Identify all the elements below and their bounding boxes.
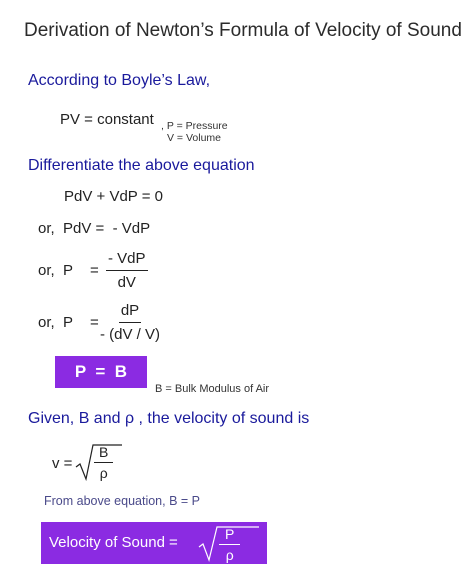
fraction-denominator: dV bbox=[117, 274, 136, 291]
fraction-numerator: dP bbox=[119, 302, 141, 323]
boyle-note-pressure: , P = Pressure bbox=[161, 120, 228, 132]
page-title: Derivation of Newton’s Formula of Velocity of Sound bbox=[24, 20, 462, 41]
fraction-numerator: - VdP bbox=[106, 250, 148, 271]
fraction-numerator: P bbox=[219, 526, 240, 545]
fraction-denominator: ρ bbox=[225, 547, 234, 563]
equation-1: PdV + VdP = 0 bbox=[64, 188, 163, 205]
equation-3-equals: = bbox=[90, 262, 99, 279]
velocity-lhs: v = bbox=[52, 455, 73, 472]
boyle-heading: According to Boyle’s Law, bbox=[28, 72, 211, 89]
velocity-note: From above equation, B = P bbox=[44, 494, 200, 508]
equation-3-lhs: or, P bbox=[38, 262, 74, 279]
boyle-equation: PV = constant bbox=[60, 111, 154, 128]
final-label: Velocity of Sound bbox=[49, 534, 165, 551]
equation-4-lhs: or, P bbox=[38, 314, 74, 331]
differentiate-heading: Differentiate the above equation bbox=[28, 157, 255, 174]
fraction-numerator: B bbox=[94, 444, 113, 463]
equation-4-fraction bbox=[98, 302, 162, 343]
velocity-heading: Given, B and ρ , the velocity of sound is bbox=[28, 410, 310, 427]
final-fraction bbox=[219, 526, 240, 563]
fraction-denominator: - (dV / V) bbox=[100, 326, 161, 343]
equation-2: or, PdV = - VdP bbox=[38, 220, 151, 237]
final-formula-box bbox=[41, 522, 267, 564]
equation-4-equals: = bbox=[90, 314, 99, 331]
final-equals: = bbox=[169, 534, 178, 551]
velocity-fraction bbox=[94, 444, 113, 481]
bulk-modulus-box: P = B bbox=[55, 356, 147, 388]
bulk-modulus-note: B = Bulk Modulus of Air bbox=[155, 383, 270, 395]
boyle-note-volume: V = Volume bbox=[167, 132, 221, 144]
equation-3-fraction bbox=[106, 250, 148, 291]
fraction-denominator: ρ bbox=[99, 465, 108, 481]
